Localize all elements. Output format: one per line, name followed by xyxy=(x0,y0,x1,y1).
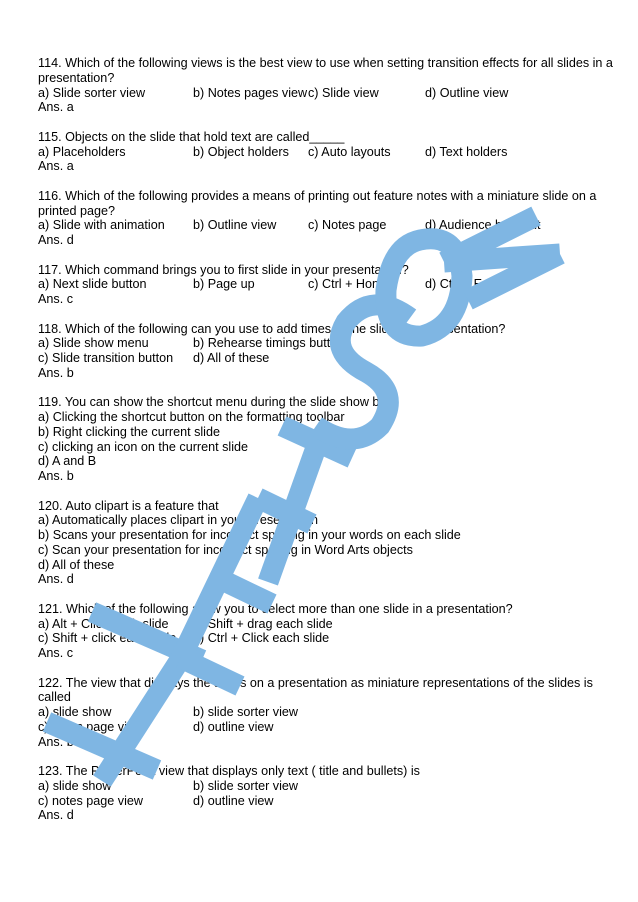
answer-key: Ans. d xyxy=(38,233,74,247)
answer-option: c) clicking an icon on the current slide xyxy=(38,439,248,454)
option-row xyxy=(38,617,613,632)
answer-option: d) Ctrl + Click each slide xyxy=(193,631,330,646)
option-row xyxy=(38,454,613,469)
option-row xyxy=(38,794,613,809)
answer-option: b) Rehearse timings button xyxy=(193,336,345,351)
answer-option: a) slide show xyxy=(38,705,112,719)
answer-option: d) outline view xyxy=(193,719,274,734)
answer-option: b) Scans your presentation for incorrect spelling in your words on each slide xyxy=(38,528,461,542)
option-row xyxy=(38,425,613,440)
answer-option: a) Slide sorter view xyxy=(38,85,146,100)
question-block xyxy=(38,499,613,588)
answer-option: c) Scan your presentation for incorrect spelling in Word Arts objects xyxy=(38,542,413,557)
question-list xyxy=(38,56,613,838)
option-row xyxy=(38,277,613,292)
option-row xyxy=(38,705,613,720)
answer-option: b) slide sorter view xyxy=(193,705,298,719)
question-text: 122. The view that displays the slides on a presentation as miniature representations of the slides is called xyxy=(38,675,593,705)
question-text: 118. Which of the following can you use to add times to the slides in a presentation? xyxy=(38,321,506,336)
option-row xyxy=(38,720,613,735)
question-block xyxy=(38,602,613,661)
answer-option: a) Alt + Click each slide xyxy=(38,616,169,631)
answer-option: a) Slide with animation xyxy=(38,218,165,233)
question-block xyxy=(38,764,613,823)
answer-option: c) Shift + click each slide xyxy=(38,631,177,646)
option-row xyxy=(38,410,613,425)
option-row xyxy=(38,513,613,528)
question-block xyxy=(38,395,613,484)
answer-option: d) Ctrl + End xyxy=(425,277,497,292)
question-text: 116. Which of the following provides a means of printing out feature notes with a miniature slide on a printed page? xyxy=(38,188,597,218)
question-text: 120. Auto clipart is a feature that xyxy=(38,498,219,513)
answer-key: Ans. b xyxy=(38,365,74,380)
answer-option: c) Notes page xyxy=(308,218,387,233)
option-row xyxy=(38,779,613,794)
option-row xyxy=(38,631,613,646)
question-text: 119. You can show the shortcut menu during the slide show by xyxy=(38,395,386,410)
answer-key: Ans. c xyxy=(38,292,73,306)
option-row xyxy=(38,218,613,233)
option-row xyxy=(38,336,613,351)
answer-key: Ans. a xyxy=(38,100,74,115)
answer-option: a) Placeholders xyxy=(38,144,126,159)
question-text: 117. Which command brings you to first slide in your presentation? xyxy=(38,262,409,277)
answer-option: b) Page up xyxy=(193,277,255,292)
answer-option: b) Object holders xyxy=(193,144,289,159)
answer-option: b) Outline view xyxy=(193,218,277,233)
answer-option: c) Slide transition button xyxy=(38,351,174,365)
answer-key: Ans. b xyxy=(38,734,74,749)
answer-option: d) Text holders xyxy=(425,144,508,159)
answer-key: Ans. d xyxy=(38,572,74,587)
option-row xyxy=(38,543,613,558)
answer-option: c) notes page view xyxy=(38,793,144,808)
answer-key: Ans. c xyxy=(38,646,73,660)
answer-key: Ans. a xyxy=(38,159,74,174)
question-block xyxy=(38,322,613,381)
answer-key: Ans. b xyxy=(38,469,74,483)
answer-option: b) Shift + drag each slide xyxy=(193,616,333,631)
answer-option: a) Next slide button xyxy=(38,277,147,292)
answer-option: a) slide show xyxy=(38,778,112,793)
question-block xyxy=(38,130,613,174)
answer-option: a) Clicking the shortcut button on the formatting toolbar xyxy=(38,410,345,424)
answer-option: a) Automatically places clipart in your presentation xyxy=(38,513,319,528)
option-row xyxy=(38,558,613,573)
question-text: 121. Which of the following allow you to select more than one slide in a presentation? xyxy=(38,601,513,616)
answer-option: c) Auto layouts xyxy=(308,144,391,159)
answer-option: b) Notes pages view xyxy=(193,85,308,100)
answer-option: a) Slide show menu xyxy=(38,336,149,351)
question-text: 114. Which of the following views is the best view to use when setting transition effects for all slides in a presentation? xyxy=(38,56,613,85)
option-row xyxy=(38,145,613,160)
question-text: 123. The PowerPoint view that displays only text ( title and bullets) is xyxy=(38,764,420,778)
answer-option: d) Outline view xyxy=(425,85,509,100)
option-row xyxy=(38,440,613,455)
option-row xyxy=(38,528,613,543)
question-block xyxy=(38,189,613,248)
question-block xyxy=(38,263,613,307)
option-row xyxy=(38,351,613,366)
question-block xyxy=(38,676,613,750)
answer-option: b) Right clicking the current slide xyxy=(38,424,220,439)
answer-option: c) Ctrl + Home xyxy=(308,277,390,292)
answer-option: d) outline view xyxy=(193,793,274,808)
answer-option: d) All of these xyxy=(193,351,270,365)
answer-option: d) Audience handout xyxy=(425,218,541,233)
answer-option: c) notes page view xyxy=(38,719,144,734)
answer-option: d) All of these xyxy=(38,557,115,572)
question-block xyxy=(38,56,613,115)
answer-option: c) Slide view xyxy=(308,85,379,100)
option-row xyxy=(38,86,613,101)
answer-option: d) A and B xyxy=(38,454,97,469)
question-text: 115. Objects on the slide that hold text are called_____ xyxy=(38,129,345,144)
answer-option: b) slide sorter view xyxy=(193,778,298,793)
answer-key: Ans. d xyxy=(38,808,74,823)
